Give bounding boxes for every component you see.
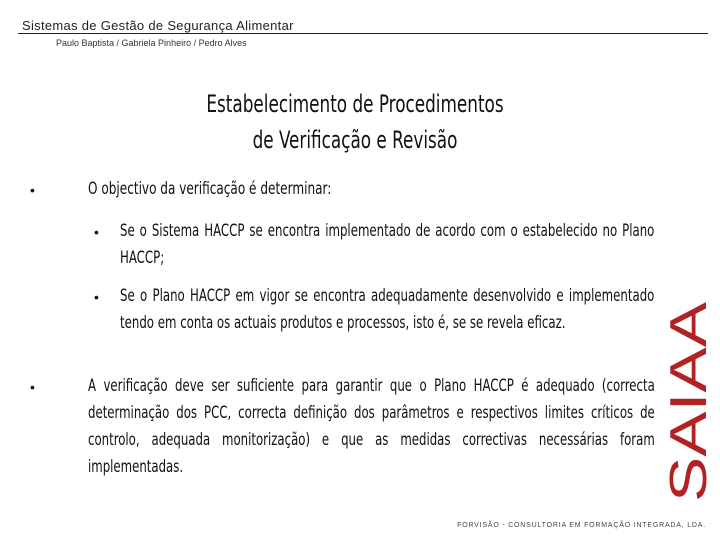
sub-bullet-text: Se o Plano HACCP em vigor se encontra adequadamente desenvolvido e implementado tendo em conta os actuais produtos e processos, isto é, se se revela eficaz.: [120, 286, 655, 333]
header-title: Sistemas de Gestão de Segurança Alimentar: [22, 18, 294, 33]
slide-title-line2: de Verificação e Revisão: [252, 126, 458, 154]
bullet-text: A verificação deve ser suficiente para garantir que o Plano HACCP é adequado (correcta determinação dos PCC, correcta definição dos parâmetros e respectivos limites críticos de controlo, adequada monitorização) e que as medidas correctivas necessárias foram implementadas.: [88, 376, 655, 477]
bullet-item: [30, 373, 660, 481]
sub-bullet-item: [94, 283, 664, 337]
saiaa-logo-graphic: [660, 300, 718, 505]
sub-bullet-item: [94, 218, 664, 272]
footer-company: FORVISÃO - CONSULTORIA EM FORMAÇÃO INTEGRADA, LDA.: [457, 522, 706, 529]
bullet-marker: •: [30, 182, 35, 198]
bullet-marker: •: [30, 379, 35, 395]
saiaa-logo-text: SAIAA: [660, 348, 718, 502]
bullet-marker: •: [94, 224, 99, 240]
slide-title-line1: Estabelecimento de Procedimentos: [206, 90, 504, 118]
saiaa-logo: [660, 300, 718, 505]
slide-title: [164, 86, 546, 158]
bullet-text: O objectivo da verificação é determinar:: [88, 179, 332, 199]
sub-bullet-text: Se o Sistema HACCP se encontra implementado de acordo com o estabelecido no Plano HACCP;: [120, 221, 655, 268]
bullet-item: [30, 176, 660, 203]
header-authors: Paulo Baptista / Gabriela Pinheiro / Pedro Alves: [56, 38, 247, 48]
header-divider: [18, 33, 708, 34]
bullet-marker: •: [94, 289, 99, 305]
